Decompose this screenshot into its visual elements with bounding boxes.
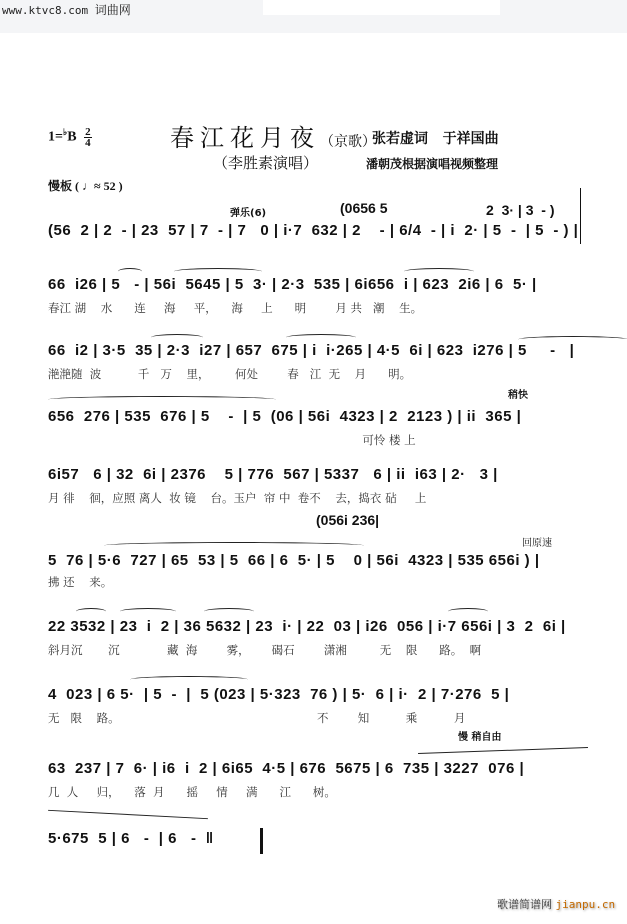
staff-system-5 <box>48 458 588 510</box>
lyricist: 张若虚词 <box>372 131 428 147</box>
lyrics-line: 无 限 路。 不 知 乘 月 <box>48 711 466 725</box>
staff-system-9 <box>48 750 588 802</box>
slur <box>104 542 364 549</box>
hairpin-line <box>418 747 588 754</box>
slur <box>120 608 176 615</box>
staff-system-8 <box>48 676 588 746</box>
slur <box>174 268 262 275</box>
tempo-change-mark: 回原速 <box>522 538 552 549</box>
lyrics-line: 几 人 归， 落 月 摇 情 满 江 树。 <box>48 785 336 799</box>
notation-line: 6i57 6 | 32 6i | 2376 5 | 776 567 | 5337 6 | ii i63 | 2· 3 | <box>48 466 498 483</box>
header-blank <box>263 0 500 15</box>
staff-system-2 <box>48 268 588 320</box>
lyrics-line: 滟滟随 波 千 万 里， 何处 春 江 无 月 明。 <box>48 367 412 381</box>
slur <box>151 334 203 341</box>
slur <box>204 608 254 615</box>
staff-system-6 <box>48 512 588 589</box>
upper-voice-2: 2 3· | 3 - ) <box>486 202 555 218</box>
lyrics-line: 春江 湖 水 连 海 平， 海 上 明 月 共 潮 生。 <box>48 301 423 315</box>
tempo-marking: 慢板 ( ♩≈ 52 ) <box>48 179 123 193</box>
lyrics-line: 可怜 楼 上 <box>48 433 416 447</box>
staff-system-1 <box>48 200 588 250</box>
tempo-change-mark: 稍快 <box>508 390 528 401</box>
staff-system-3 <box>48 334 588 386</box>
watermark: 歌谱简谱网 jianpu.cn <box>497 898 616 911</box>
lyrics-line: 斜月沉 沉 藏 海 雾， 碣石 潇湘 无 限 路。 啊 <box>48 643 482 657</box>
notation-line: 656 276 | 535 676 | 5 - | 5 (06 | 56i 4323 | 2 2123 ) | ii 365 | <box>48 408 522 425</box>
slur <box>286 334 356 341</box>
performer: （李胜素演唱） <box>213 154 319 172</box>
slur <box>130 676 248 683</box>
slur <box>118 268 142 275</box>
song-title: 春江花月夜（京歌） <box>170 124 376 152</box>
notation-line: 66 i26 | 5 - | 56i 5645 | 5 3· | 2·3 535 | 6i656 i | 623 2i6 | 6 5· | <box>48 276 537 293</box>
slur <box>404 268 474 275</box>
slur <box>48 396 276 403</box>
site-header <box>0 0 627 33</box>
site-url[interactable]: www.ktvc8.com 词曲网 <box>2 3 131 17</box>
notation-line: 66 i2 | 3·5 35 | 2·3 i27 | 657 675 | i i·265 | 4·5 6i | 623 i276 | 5 - | <box>48 342 575 359</box>
expression-mark: 慢 稍自由 <box>458 732 502 743</box>
staff-system-10 <box>48 810 588 860</box>
notation-line: 5 76 | 5·6 727 | 65 53 | 5 66 | 6 5· | 5 0 | 56i 4323 | 535 656i ) | <box>48 552 540 569</box>
lyrics-line: 月 徘 徊，应照 离人 妆 镜 台。玉户 帘 中 卷不 去，捣衣 砧 上 <box>48 491 427 505</box>
lyrics-line: 拂 还 来。 <box>48 575 113 589</box>
upper-voice: (056i 236| <box>316 512 380 528</box>
arranger: 潘朝茂根据演唱视频整理 <box>366 157 499 171</box>
notation-line: 63 237 | 7 6· | i6 i 2 | 6i65 4·5 | 676 5675 | 6 735 | 3227 076 | <box>48 760 525 777</box>
staff-system-7 <box>48 608 588 660</box>
upper-voice: (0656 5 <box>340 200 388 216</box>
composer: 于祥国曲 <box>442 131 499 147</box>
hairpin-line <box>48 810 208 819</box>
notation-line: 4 023 | 6 5· | 5 - | 5 (023 | 5·323 76 ) | 5· 6 | i· 2 | 7·276 5 | <box>48 686 510 703</box>
notation-line: 5·675 5 | 6 - | 6 - ‖ <box>48 830 214 847</box>
final-barline <box>260 828 263 854</box>
barline <box>580 188 581 244</box>
performance-mark: 弹乐(6) <box>230 208 267 219</box>
slur <box>448 608 488 615</box>
notation-line: (56 2 | 2 - | 23 57 | 7 - | 7 0 | i·7 632 | 2 - | 6/4 - | i 2· | 5 - | 5 - ) | <box>48 222 579 239</box>
key-signature: 1=♭B $\frac{2}{4}$ <box>48 126 91 149</box>
slur <box>76 608 106 615</box>
genre-label: （京歌） <box>320 134 376 150</box>
time-signature: $\frac{2}{4}$ <box>85 126 91 149</box>
credits <box>372 128 499 148</box>
notation-line: 22 3532 | 23 i 2 | 36 5632 | 23 i· | 22 03 | i26 056 | i·7 656i | 3 2 6i | <box>48 618 566 635</box>
staff-system-4 <box>48 390 588 448</box>
